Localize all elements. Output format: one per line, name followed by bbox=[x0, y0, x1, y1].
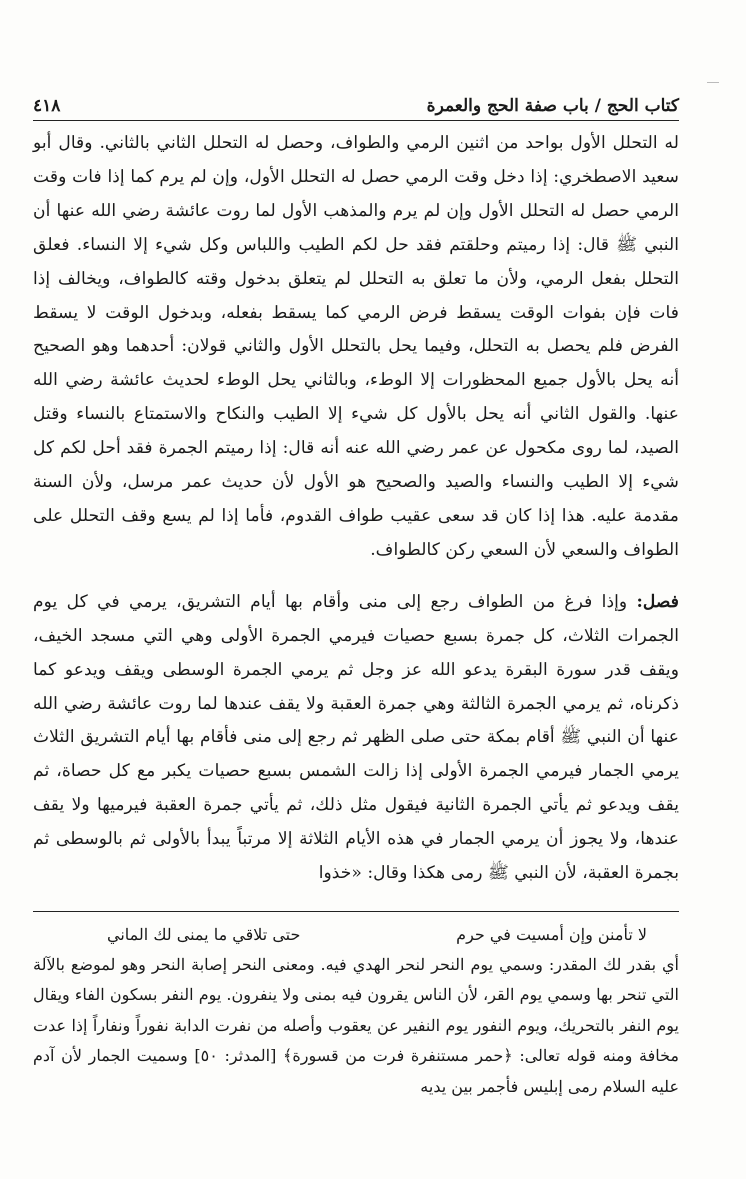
footnote-text: أي بقدر لك المقدر: وسمي يوم النحر لنحر الهدي فيه. ومعنى النحر إصابة النحر وهو لموضع بالآلة التي تنحر بها وسمي يوم القر، لأن الناس يقرون فيه بمنى ولا ينفرون. يوم النفر بسكون الفاء ويقال يوم النفر بالتحريك، ويوم النفور يوم النفير عن يعقوب وأصله من نفرت الدابة نفوراً ونفاراً إذا عدت مخافة ومنه قوله تعالى: ﴿حمر مستنفرة فرت من قسورة﴾ [المدثر: ٥٠] وسميت الجمار لأن آدم عليه السلام رمى إبليس فأجمر بين يديه bbox=[33, 954, 680, 1096]
section-text: وإذا فرغ من الطواف رجع إلى منى وأقام بها أيام التشريق، يرمي في كل يوم الجمرات الثلاث، كل جمرة بسبع حصيات فيرمي الجمرة الأولى وهي التي مسجد الخيف، ويقف قدر سورة البقرة يدعو الله عز وجل ثم يرمي الجمرة الوسطى ويقف ويدعو كما ذكرناه، ثم يرمي الجمرة الثالثة وهي جمرة العقبة ولا يقف عندها لما روت عائشة رضي الله عنها أن النبي ﷺ أقام بمكة حتى صلى الظهر ثم رجع إلى منى فأقام بها أيام التشريق الثلاث يرمي الجمار فيرمي الجمرة الأولى إذا زالت الشمس بسبع حصيات يكبر مع كل حصاة، ثم يقف ويدعو ثم يأتي الجمرة الثانية فيقول مثل ذلك، ثم يأتي جمرة العقبة فيرميها ولا يقف عندها، ولا يجوز أن يرمي الجمار في هذه الأيام الثلاثة إلا مرتباً يبدأ بالأولى ثم بالوسطى ثم بجمرة العقبة، لأن النبي ﷺ رمى هكذا وقال: «خذوا bbox=[33, 591, 679, 884]
running-title: كتاب الحج / باب صفة الحج والعمرة bbox=[426, 96, 679, 116]
book-page bbox=[33, 80, 679, 1160]
verse-first-hemistich: لا تأمنن وإن أمسيت في حرم bbox=[456, 924, 647, 944]
running-header bbox=[33, 80, 679, 116]
verse-second-hemistich: حتى تلاقي ما يمنى لك الماني bbox=[107, 924, 301, 944]
header-rule bbox=[33, 120, 679, 121]
page-edge-mark bbox=[707, 82, 719, 83]
body-paragraph: له التحلل الأول بواحد من اثنين الرمي والطواف، وحصل له التحلل الثاني بالثاني. وقال أبو سعيد الاصطخري: إذا دخل وقت الرمي حصل له التحلل الأول، وإن لم يرم كما إذا فات وقت الرمي حصل له التحلل الأول وإن لم يرم والمذهب الأول لما روت عائشة رضي الله عنها أن النبي ﷺ قال: إذا رميتم وحلقتم فقد حل لكم الطيب واللباس وكل شيء إلا النساء. فعلق التحلل بفعل الرمي، ولأن ما تعلق به التحلل لم يتعلق بدخول وقته كالطواف، ويخالف إذا فات فإن بفوات الوقت يسقط فرض الرمي كما يسقط بفعله، وبدخول الوقت لا يسقط الفرض فلم يحصل به التحلل، وفيما يحل بالتحلل الأول والثاني قولان: أحدهما وهو الصحيح أنه يحل بالأول جميع المحظورات إلا الوطء، وبالثاني يحل الوطء لحديث عائشة رضي الله عنها. والقول الثاني أنه يحل بالأول كل شيء إلا الطيب والنكاح والاستمتاع بالنساء وقتل الصيد، لما روى مكحول عن عمر رضي الله عنه أنه قال: إذا رميتم الجمرة فقد أحل لكم كل شيء إلا الطيب والنساء والصيد والصحيح هو الأول لأن حديث عمر مرسل، ولأن السنة مقدمة عليه. هذا إذا كان قد سعى عقيب طواف القدوم، فأما إذا لم يسع وقف التحلل على الطواف والسعي لأن السعي ركن كالطواف. bbox=[33, 133, 679, 560]
footnote-rule bbox=[33, 911, 679, 912]
page-number: ٤١٨ bbox=[33, 96, 61, 116]
footnote-verse bbox=[33, 920, 679, 950]
section-lead: فصل: bbox=[636, 591, 679, 612]
section-paragraph bbox=[33, 586, 679, 891]
